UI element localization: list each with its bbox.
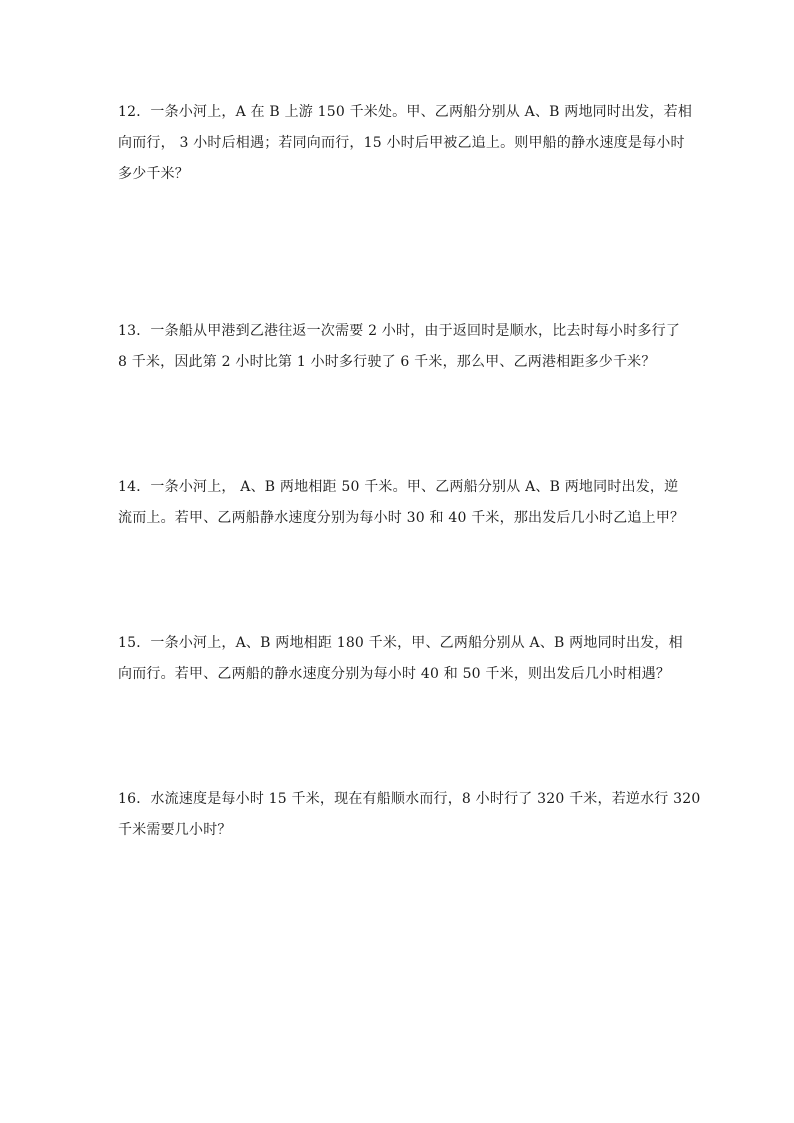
problem-16-line-2: 千米需要几小时？: [118, 822, 232, 838]
problem-12-line-1: 12．一条小河上，A 在 B 上游 150 千米处。甲、乙两船分别从 A、B 两地同时出发，若相: [118, 104, 693, 120]
problem-13: [118, 316, 681, 378]
problem-12-line-2: 向而行， 3 小时后相遇；若同向而行，15 小时后甲被乙追上。则甲船的静水速度是每小时: [118, 135, 685, 151]
problem-14-line-2: 流而上。若甲、乙两船静水速度分别为每小时 30 和 40 千米，那出发后几小时乙追上甲？: [118, 510, 685, 526]
problem-13-line-1: 13．一条船从甲港到乙港往返一次需要 2 小时，由于返回时是顺水，比去时每小时多行了: [118, 323, 681, 339]
problem-16-line-1: 16．水流速度是每小时 15 千米，现在有船顺水而行，8 小时行了 320 千米，若逆水行 320: [118, 791, 701, 807]
problem-12: [118, 97, 693, 190]
problem-14-line-1: 14．一条小河上， A、B 两地相距 50 千米。甲、乙两船分别从 A、B 两地同时出发，逆: [118, 479, 679, 495]
problem-15-line-1: 15．一条小河上，A、B 两地相距 180 千米，甲、乙两船分别从 A、B 两地同时出发，相: [118, 635, 683, 651]
problem-15-line-2: 向而行。若甲、乙两船的静水速度分别为每小时 40 和 50 千米，则出发后几小时相遇？: [118, 666, 671, 682]
problem-13-line-2: 8 千米，因此第 2 小时比第 1 小时多行驶了 6 千米，那么甲、乙两港相距多少千米？: [118, 354, 656, 370]
problem-15: [118, 628, 683, 690]
problem-16: [118, 784, 701, 846]
problem-12-line-3: 多少千米？: [118, 166, 189, 182]
problem-14: [118, 472, 685, 534]
